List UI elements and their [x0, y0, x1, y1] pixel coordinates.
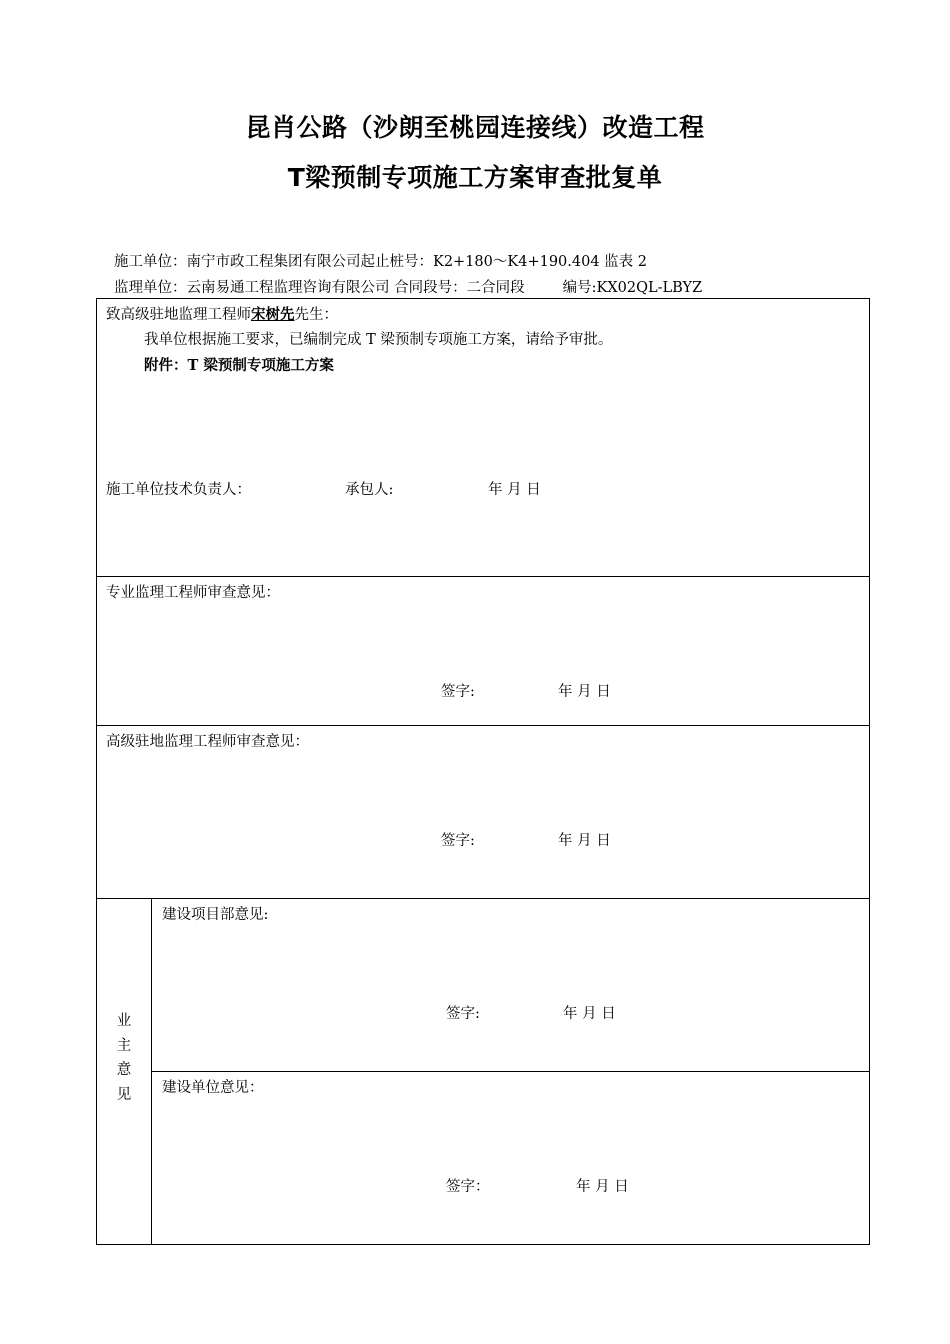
document-title-line1: 昆肖公路（沙朗至桃园连接线）改造工程 [245, 113, 705, 142]
engineer-review-heading: 专业监理工程师审查意见： [106, 585, 280, 601]
supervisor-info [114, 276, 702, 297]
owner-opinion-side-label [97, 1009, 151, 1107]
side-char-1: 业 [116, 1013, 132, 1029]
engineer-review-section [97, 577, 870, 726]
form-code: 编号:KX02QL-LBYZ [562, 280, 703, 296]
project-dept-sign-label: 签字: [446, 1006, 480, 1022]
engineer-review-date: 年 月 日 [558, 684, 611, 700]
application-date: 年 月 日 [488, 482, 541, 498]
contractor-info: 施工单位：南宁市政工程集团有限公司起止桩号：K2+180～K4+190.404 监表 2 [114, 254, 647, 270]
side-char-2: 主 [116, 1037, 132, 1054]
contractor-sign-label: 承包人: [345, 482, 394, 498]
senior-review-date: 年 月 日 [558, 833, 611, 849]
construction-unit-sign-label: 签字： [446, 1179, 490, 1195]
side-char-3: 意 [116, 1062, 132, 1078]
project-dept-opinion-section [152, 899, 870, 1072]
addressee-name: 宋树先 [251, 306, 295, 323]
project-dept-heading: 建设项目部意见: [162, 907, 269, 923]
engineer-sign-label: 签字: [441, 684, 475, 700]
tech-lead-label: 施工单位技术负责人： [106, 482, 251, 498]
project-dept-date: 年 月 日 [563, 1006, 616, 1022]
owner-opinion-side-cell [97, 899, 152, 1245]
application-section [97, 299, 870, 577]
senior-review-section [97, 726, 870, 899]
side-char-4: 见 [116, 1086, 132, 1103]
approval-form-table [96, 298, 870, 1245]
addressee-line [106, 303, 338, 324]
construction-unit-opinion-section [152, 1072, 870, 1245]
supervisor-unit: 监理单位：云南易通工程监理咨询有限公司 合同段号：二合同段 [114, 280, 525, 296]
senior-sign-label: 签字: [441, 833, 475, 849]
document-title-line2: T梁预制专项施工方案审查批复单 [287, 163, 663, 192]
construction-unit-heading: 建设单位意见： [162, 1080, 264, 1096]
construction-unit-date: 年 月 日 [576, 1179, 629, 1195]
senior-review-heading: 高级驻地监理工程师审查意见： [106, 734, 309, 750]
addressee-prefix: 致高级驻地监理工程师 [106, 307, 251, 323]
application-body: 我单位根据施工要求，已编制完成 T 梁预制专项施工方案，请给予审批。 [144, 332, 613, 348]
addressee-suffix: 先生： [294, 307, 338, 323]
attachment-line: 附件：T 梁预制专项施工方案 [144, 357, 334, 374]
